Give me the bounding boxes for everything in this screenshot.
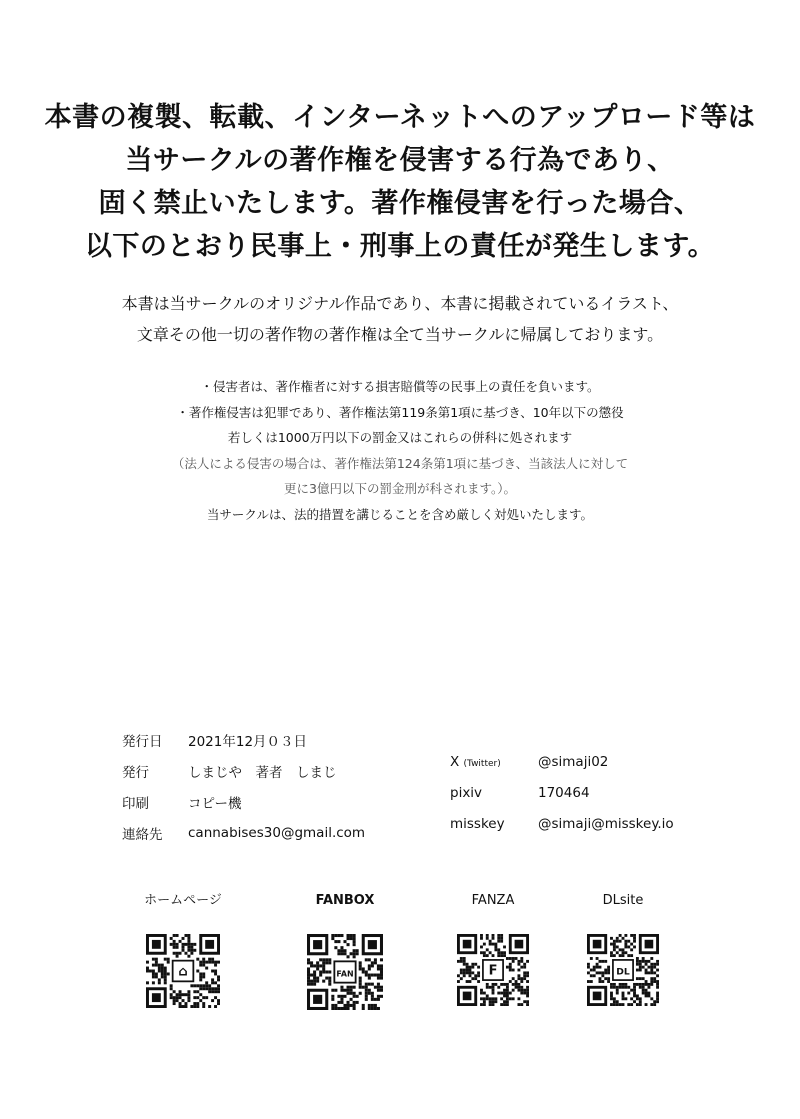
date-value: 2021年12月０３日 [188, 733, 308, 750]
qr-fanbox[interactable] [290, 890, 400, 1010]
note-line: 更に3億円以下の罰金刑が科されます。）。 [284, 481, 516, 496]
colophon-row-date [122, 724, 422, 755]
note-line: ・侵害者は、著作権者に対する損害賠償等の民事上の責任を負います。 [200, 379, 600, 394]
fanbox-qr-code [307, 934, 383, 1010]
qr-label: FANBOX [315, 893, 375, 908]
homepage-qr-code [146, 934, 220, 1008]
qr-center-logo: F [488, 963, 498, 979]
note-line: 若しくは1000万円以下の罰金又はこれらの併科に処されます [227, 430, 573, 445]
misskey-label: misskey [450, 815, 505, 832]
qr-homepage[interactable] [128, 890, 238, 1008]
heading-line: 当サークルの著作権を侵害する行為であり、 [125, 145, 675, 176]
qr-center-logo: ⌂ [178, 964, 188, 980]
printer-label: 印刷 [122, 795, 149, 812]
publisher-label: 発行 [122, 764, 149, 781]
x-handle: @simaji02 [538, 753, 609, 770]
intro-line: 文章その他一切の著作物の著作権は全て当サークルに帰属しております。 [136, 325, 664, 344]
copyright-warning-heading [0, 96, 800, 268]
colophon [122, 724, 422, 848]
social-row-x [450, 746, 750, 777]
heading-line: 固く禁止いたします。著作権侵害を行った場合、 [98, 188, 702, 219]
qr-code-section [0, 890, 800, 1030]
legal-notes [0, 374, 800, 527]
qr-label: FANZA [471, 893, 515, 908]
social-row-misskey [450, 808, 750, 839]
note-line: 当サークルは、法的措置を講じることを含め厳しく対処いたします。 [206, 506, 594, 522]
heading-line: 以下のとおり民事上・刑事上の責任が発生します。 [84, 231, 716, 262]
pixiv-label: pixiv [450, 784, 483, 801]
qr-fanza[interactable] [438, 890, 548, 1006]
qr-label: ホームページ [144, 893, 222, 908]
qr-center-logo: DL [616, 966, 630, 978]
social-row-pixiv [450, 777, 750, 808]
social-accounts [450, 746, 750, 839]
printer-value: コピー機 [188, 795, 242, 812]
colophon-row-publisher [122, 755, 422, 786]
contact-email: cannabises30@gmail.com [188, 824, 366, 841]
fanza-qr-code [457, 934, 529, 1006]
pixiv-id: 170464 [538, 784, 590, 801]
x-label [450, 754, 538, 770]
qr-center-logo: FAN [336, 969, 354, 979]
qr-dlsite[interactable] [568, 890, 678, 1006]
note-line: ・著作権侵害は犯罪であり、著作権法第119条第1項に基づき、10年以下の懲役 [176, 404, 624, 420]
colophon-row-contact [122, 817, 422, 848]
contact-label: 連絡先 [122, 826, 163, 843]
date-label: 発行日 [122, 733, 163, 750]
colophon-row-printer [122, 786, 422, 817]
publisher-value: しまじや 著者 しまじ [188, 764, 337, 781]
qr-label: DLsite [602, 893, 644, 908]
note-line: （法人による侵害の場合は、著作権法第124条第1項に基づき、当該法人に対して [171, 455, 629, 471]
dlsite-qr-code [587, 934, 659, 1006]
misskey-handle: @simaji@misskey.io [538, 815, 674, 832]
heading-line: 本書の複製、転載、インターネットへのアップロード等は [44, 102, 756, 133]
x-label-text: X [450, 753, 460, 770]
x-label-sub: (Twitter) [463, 758, 501, 769]
copyright-intro [0, 288, 800, 350]
intro-line: 本書は当サークルのオリジナル作品であり、本書に掲載されているイラスト、 [121, 294, 679, 313]
